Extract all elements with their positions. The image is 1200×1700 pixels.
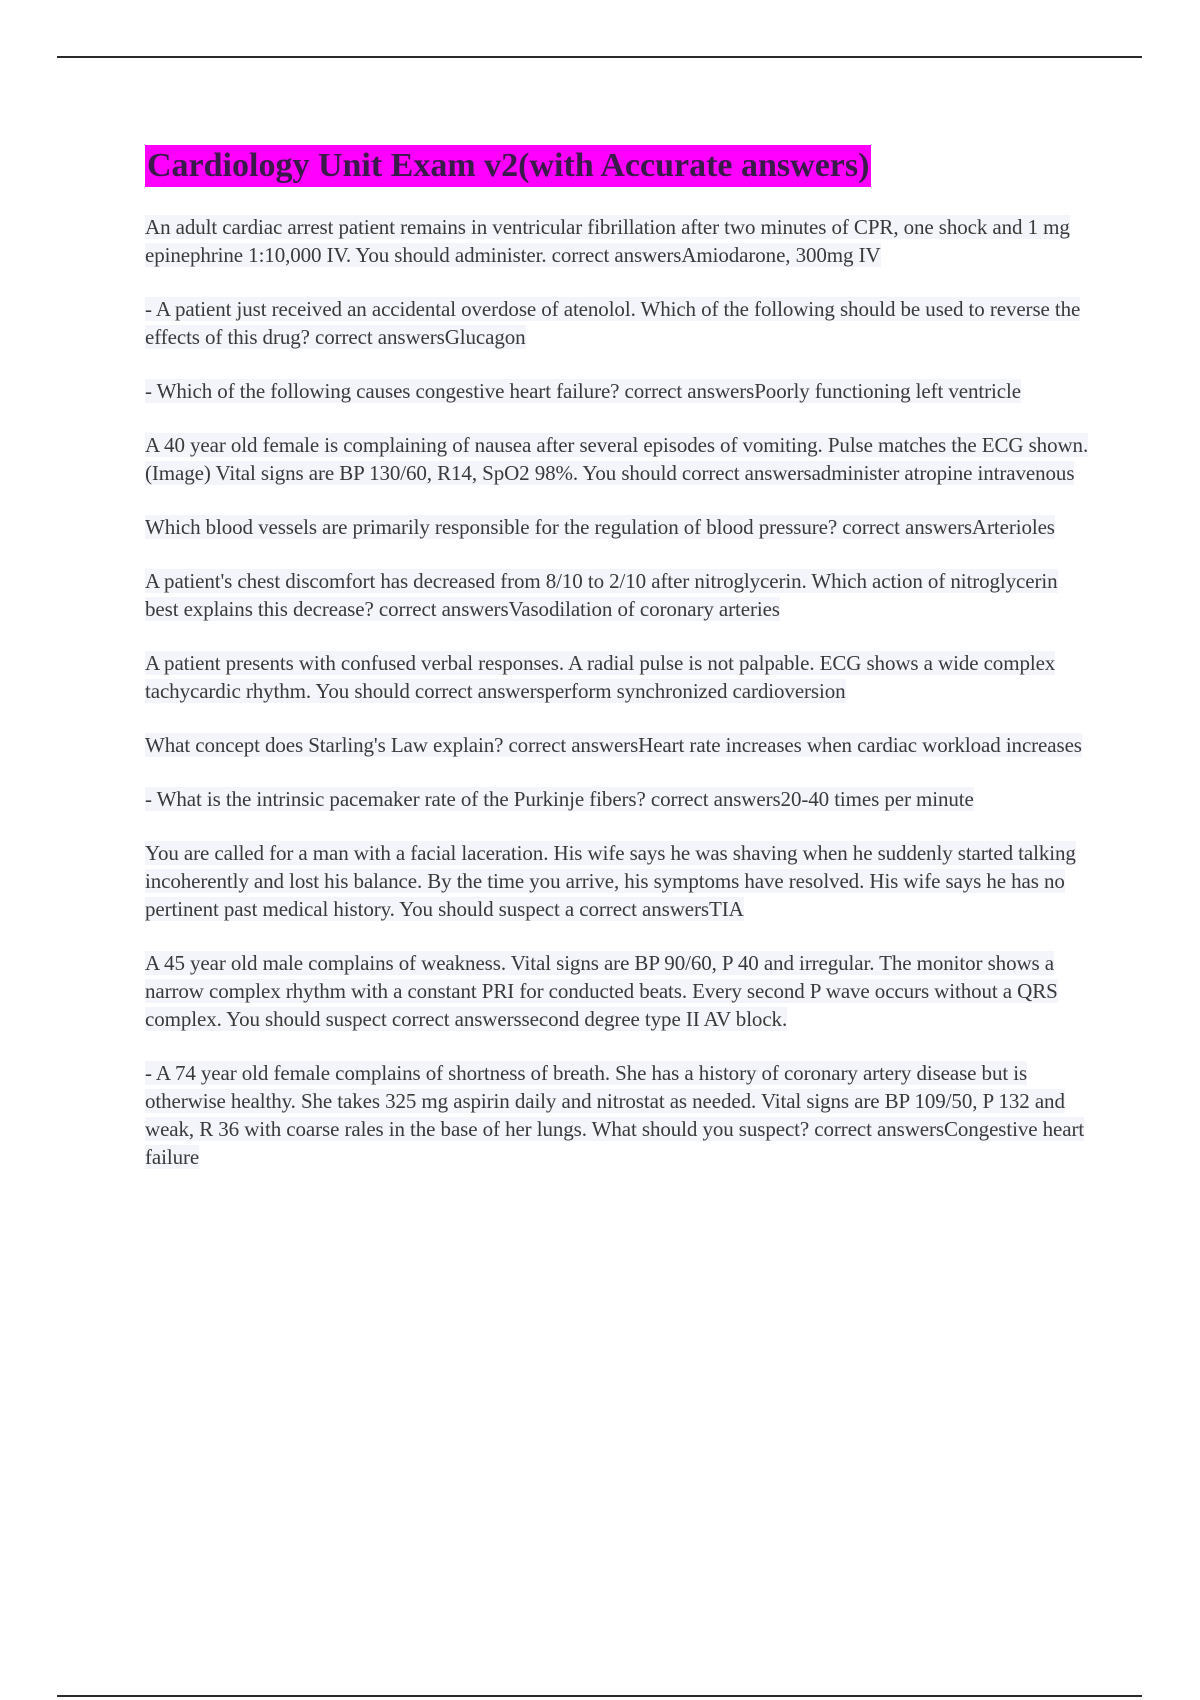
question-4 [145,431,1090,487]
document-title: Cardiology Unit Exam v2(with Accurate answers) [145,145,871,187]
question-text: A patient presents with confused verbal responses. A radial pulse is not palpable. ECG shows a wide complex tachycardic rhythm. You should correct answersperform synchronized cardioversion [145,651,1056,703]
question-text: What concept does Starling's Law explain? correct answersHeart rate increases when cardiac workload increases [145,733,1082,757]
top-rule [57,56,1142,58]
question-6 [145,567,1090,623]
bottom-rule [57,1695,1142,1697]
question-10 [145,839,1090,923]
question-8 [145,731,1090,759]
question-text: - A patient just received an accidental overdose of atenolol. Which of the following should be used to reverse the effects of this drug? correct answersGlucagon [145,297,1081,349]
question-9 [145,785,1090,813]
question-7 [145,649,1090,705]
question-2 [145,295,1090,351]
document-body [145,145,1090,1171]
question-text: An adult cardiac arrest patient remains in ventricular fibrillation after two minutes of CPR, one shock and 1 mg epinephrine 1:10,000 IV. You should administer. correct answersAmiodarone, 300mg IV [145,215,1070,267]
question-text: - What is the intrinsic pacemaker rate of the Purkinje fibers? correct answers20-40 times per minute [145,787,974,811]
question-12 [145,1059,1090,1171]
question-text: You are called for a man with a facial laceration. His wife says he was shaving when he suddenly started talking incoherently and lost his balance. By the time you arrive, his symptoms have resolved. His wife says he has no pertinent past medical history. You should suspect a correct answersTIA [145,841,1076,921]
question-3 [145,377,1090,405]
question-5 [145,513,1090,541]
question-11 [145,949,1090,1033]
question-text: A patient's chest discomfort has decreased from 8/10 to 2/10 after nitroglycerin. Which action of nitroglycerin best explains this decrease? correct answersVasodilation of coronary arteries [145,569,1058,621]
question-text: - Which of the following causes congestive heart failure? correct answersPoorly functioning left ventricle [145,379,1021,403]
question-text: - A 74 year old female complains of shortness of breath. She has a history of coronary artery disease but is otherwise healthy. She takes 325 mg aspirin daily and nitrostat as needed. Vital signs are BP 109/50, P 132 and weak, R 36 with coarse rales in the base of her lungs. What should you suspect? correct answersCongestive heart failure [145,1061,1085,1169]
question-1 [145,213,1090,269]
question-text: A 40 year old female is complaining of nausea after several episodes of vomiting. Pulse matches the ECG shown. (Image) Vital signs are BP 130/60, R14, SpO2 98%. You should correct answersadminister atropine intravenous [145,433,1089,485]
question-text: Which blood vessels are primarily responsible for the regulation of blood pressure? correct answersArterioles [145,515,1055,539]
question-text: A 45 year old male complains of weakness. Vital signs are BP 90/60, P 40 and irregular. The monitor shows a narrow complex rhythm with a constant PRI for conducted beats. Every second P wave occurs without a QRS complex. You should suspect correct answerssecond degree type II AV block. [145,951,1058,1031]
